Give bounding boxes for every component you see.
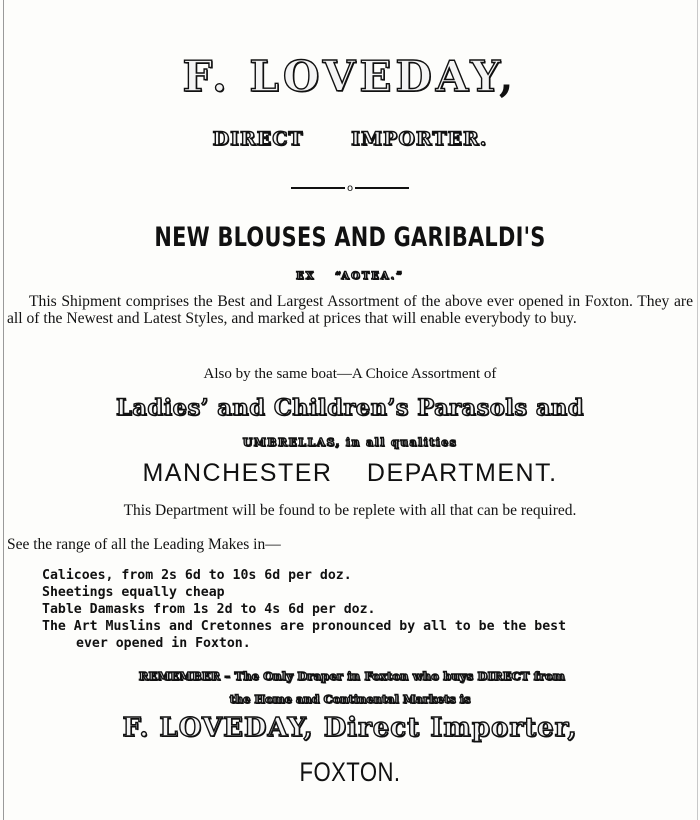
list-item: ever opened in Foxton. <box>76 636 251 651</box>
footer-merchant: F. LOVEDAY, Direct Importer, <box>122 713 578 743</box>
divider-rule <box>0 180 700 196</box>
range-intro: See the range of all the Leading Makes in— <box>7 536 281 553</box>
department-text: This Department will be found to be replete with all that can be required. <box>123 502 577 519</box>
merchant-name: F. LOVEDAY <box>182 52 499 101</box>
list-item: The Art Muslins and Cretonnes are pronounced by all to be the best <box>42 619 567 634</box>
item-list <box>42 567 697 652</box>
rule-line-right <box>355 187 409 189</box>
department-heading: MANCHESTER DEPARTMENT. <box>142 459 558 487</box>
rule-ornament: o <box>346 182 354 194</box>
also-line: Also by the same boat—A Choice Assortment of <box>203 366 497 382</box>
merchant-comma: , <box>498 52 518 101</box>
shipment-paragraph: This Shipment comprises the Best and Largest Assortment of the above ever opened in Foxton. They are all of the Newest and Latest Styles, and marked at prices that will enable everybody to buy. <box>7 293 693 327</box>
remember-line-2: the Home and Continental Markets is <box>229 692 471 706</box>
remember-line: REMEMBER – The Only Draper in Foxton who buys DIRECT from <box>138 669 566 683</box>
parasols-heading: Ladies’ and Children’s Parasols and <box>115 395 584 421</box>
role-title: DIRECT IMPORTER. <box>212 128 488 150</box>
rule-line-left <box>291 187 345 189</box>
list-item: Calicoes, from 2s 6d to 10s 6d per doz. <box>42 568 352 583</box>
blouses-heading: NEW BLOUSES AND GARIBALDI'S <box>154 222 546 253</box>
list-item: Sheetings equally cheap <box>42 585 225 600</box>
list-item: Table Damasks from 1s 2d to 4s 6d per doz. <box>42 602 376 617</box>
town-name: FOXTON. <box>299 757 401 787</box>
ship-name: EX “AOTEA.” <box>296 271 404 282</box>
umbrellas-line: UMBRELLAS, in all qualities <box>242 436 458 449</box>
merchant-title <box>0 52 700 101</box>
